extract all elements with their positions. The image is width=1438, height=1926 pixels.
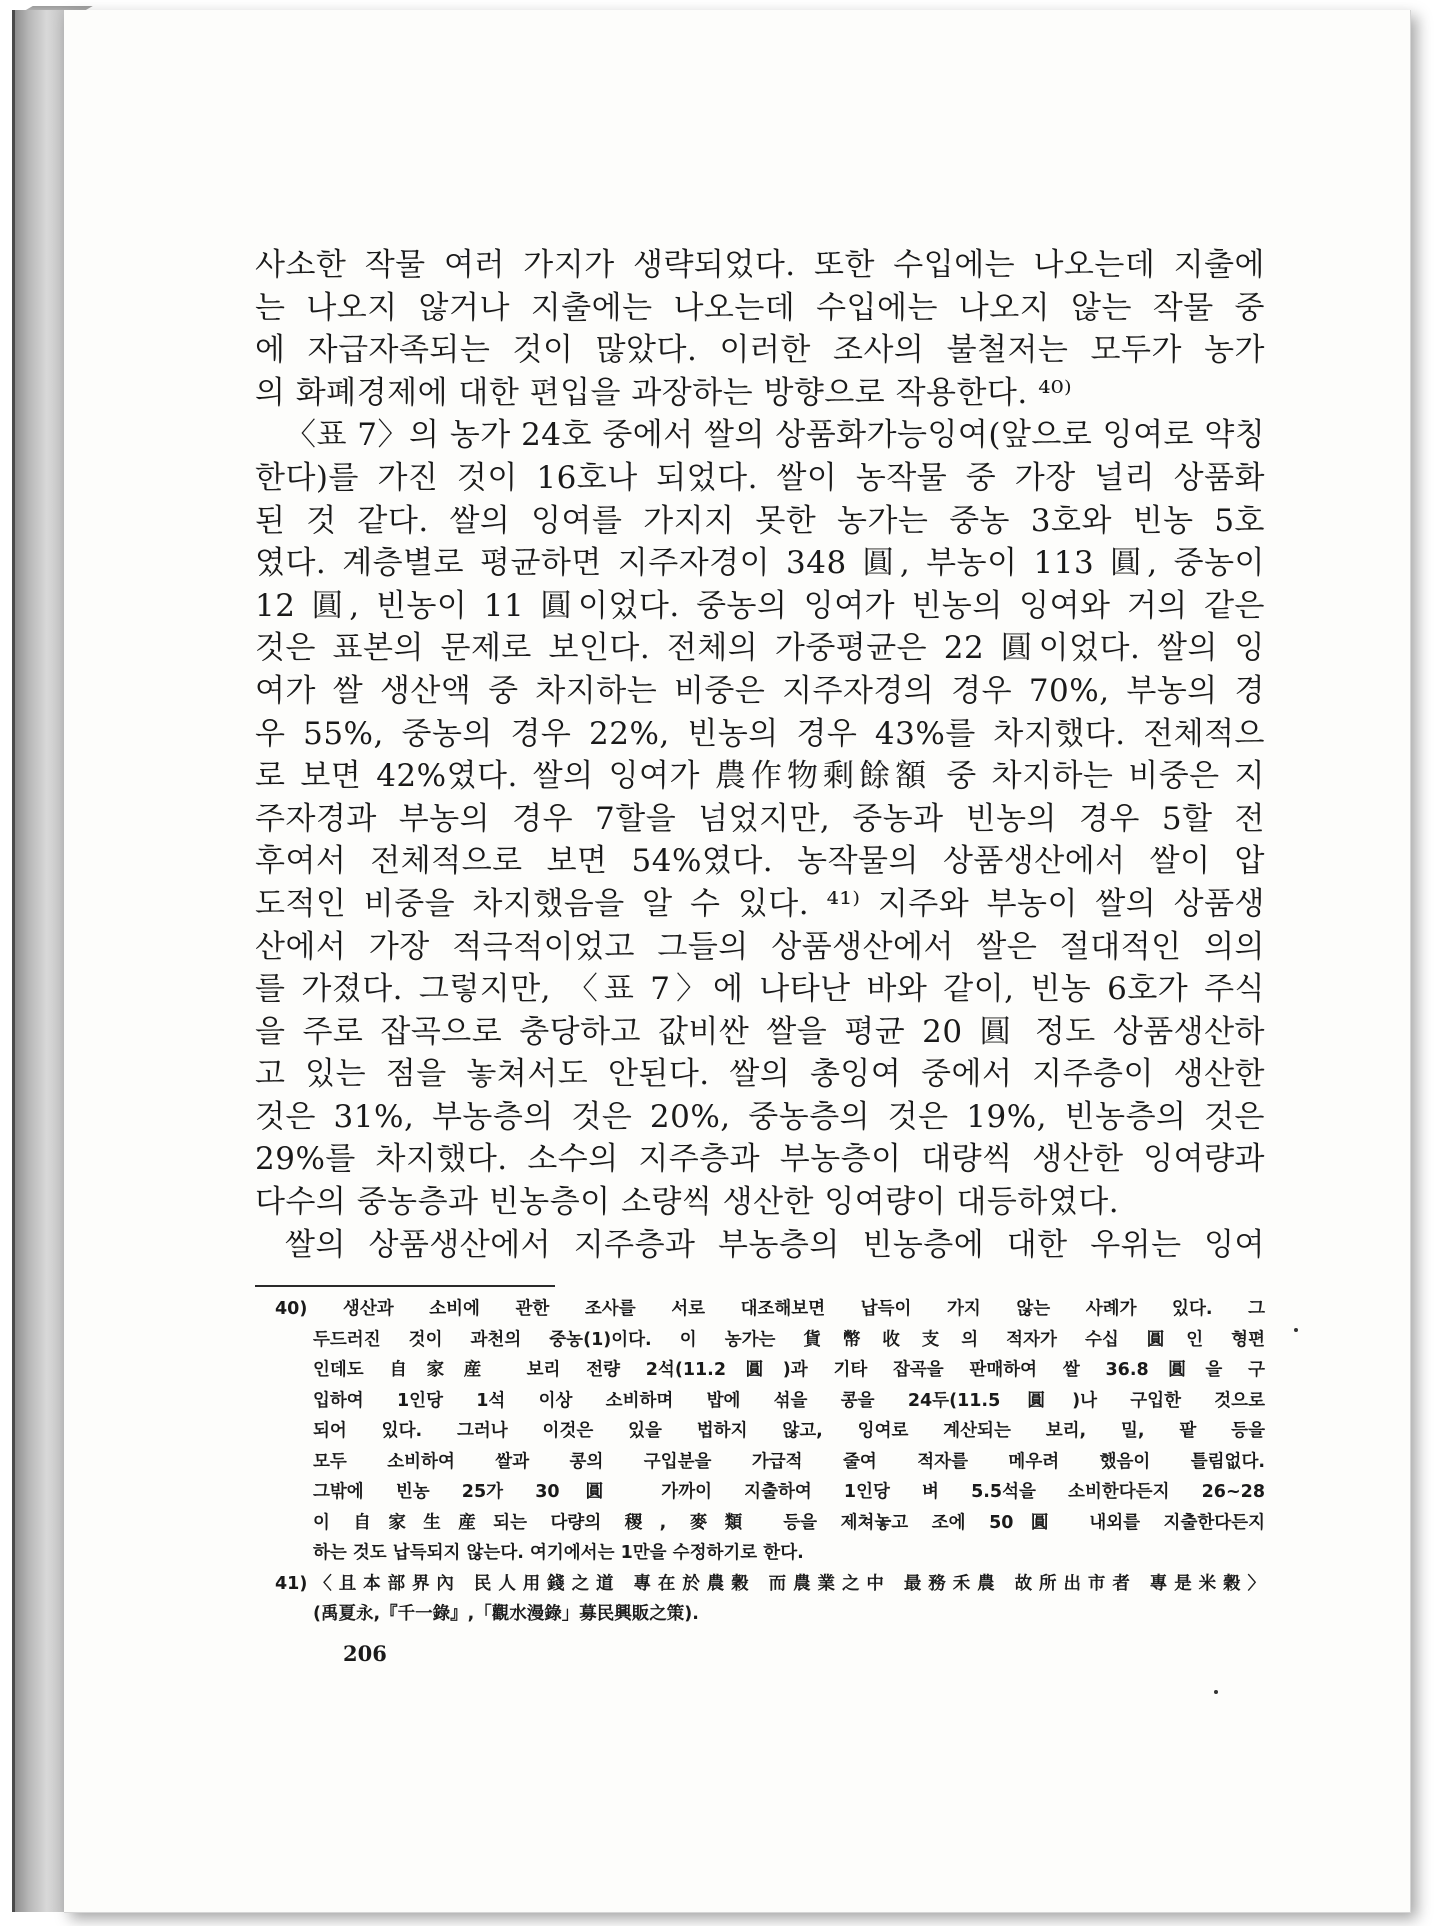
body-line: 에 자급자족되는 것이 많았다. 이러한 조사의 불철저는 모두가 농가 [255, 332, 1265, 369]
footnote-line: (禹夏永,『千一錄』,「觀水漫錄」募民興販之策). [313, 1604, 699, 1624]
body-line: 12 圓, 빈농이 11 圓이었다. 중농의 잉여가 빈농의 잉여와 거의 같은 [255, 587, 1265, 624]
body-line: 사소한 작물 여러 가지가 생략되었다. 또한 수입에는 나오는데 지출에 [255, 247, 1265, 283]
body-line: 였다. 계층별로 평균하면 지주자경이 348 圓, 부농이 113 圓, 중농이 [255, 545, 1265, 582]
body-line: 고 있는 점을 놓쳐서도 안된다. 쌀의 총잉여 중에서 지주층이 생산한 [255, 1056, 1265, 1093]
footnote-line: 41)〈且本部界內 民人用錢之道 專在於農穀 而農業之中 最務禾農 故所出市者 專是米穀〉 [275, 1573, 1265, 1594]
footnote-line: 모두 소비하여 쌀과 콩의 구입분을 가급적 줄여 적자를 메우려 했음이 틀림없다. [313, 1451, 1265, 1472]
page-number: 206 [343, 1641, 387, 1666]
body-line: 는 나오지 않거나 지출에는 나오는데 수입에는 나오지 않는 작물 중 [255, 289, 1265, 326]
body-line: 한다)를 가진 것이 16호나 되었다. 쌀이 농작물 중 가장 널리 상품화 [255, 459, 1265, 496]
footnote-line: 두드러진 것이 과천의 중농(1)이다. 이 농가는 貨幣收支의 적자가 수십 圓인 형편 [313, 1329, 1265, 1350]
body-line: 도적인 비중을 차지했음을 알 수 있다. ⁴¹⁾ 지주와 부농이 쌀의 상품생 [255, 885, 1265, 922]
body-line: 산에서 가장 적극적이었고 그들의 상품생산에서 쌀은 절대적인 의의 [255, 928, 1265, 965]
body-line: 의 화폐경제에 대한 편입을 과장하는 방향으로 작용한다. ⁴⁰⁾ [255, 374, 1073, 411]
body-line: 다수의 중농층과 빈농층이 소량씩 생산한 잉여량이 대등하였다. [255, 1184, 1120, 1221]
footnote-line: 하는 것도 납득되지 않는다. 여기에서는 1만을 수정하기로 한다. [313, 1543, 804, 1563]
footnote-line: 입하여 1인당 1석 이상 소비하며 밥에 섞을 콩을 24두(11.5圓)나 구입한 것으로 [313, 1390, 1265, 1411]
footnote-divider [255, 1285, 555, 1287]
body-line: 를 가졌다. 그렇지만, 〈표 7〉에 나타난 바와 같이, 빈농 6호가 주식 [255, 971, 1265, 1008]
body-line: 29%를 차지했다. 소수의 지주층과 부농층이 대량씩 생산한 잉여량과 [255, 1141, 1265, 1178]
body-line: 후여서 전체적으로 보면 54%였다. 농작물의 상품생산에서 쌀이 압 [255, 843, 1265, 880]
footnote-line: 되어 있다. 그러나 이것은 있을 법하지 않고, 잉여로 계산되는 보리, 밀, 팥 등을 [313, 1421, 1265, 1441]
body-line: 여가 쌀 생산액 중 차지하는 비중은 지주자경의 경우 70%, 부농의 경 [255, 672, 1265, 709]
footnote-line: 40) 생산과 소비에 관한 조사를 서로 대조해보면 납득이 가지 않는 사례가 있다. 그 [275, 1299, 1265, 1319]
body-line: 된 것 같다. 쌀의 잉여를 가지지 못한 농가는 중농 3호와 빈농 5호 [255, 502, 1265, 539]
body-line: 것은 31%, 부농층의 것은 20%, 중농층의 것은 19%, 빈농층의 것은 [255, 1098, 1265, 1135]
footnotes [275, 1294, 1265, 1630]
scan-speck [1214, 1690, 1218, 1694]
book-spine [12, 10, 64, 1912]
body-line: 우 55%, 중농의 경우 22%, 빈농의 경우 43%를 차지했다. 전체적으 [255, 715, 1265, 752]
body-line: 쌀의 상품생산에서 지주층과 부농층의 빈농층에 대한 우위는 잉여 [285, 1226, 1265, 1263]
body-line: 을 주로 잡곡으로 충당하고 값비싼 쌀을 평균 20 圓 정도 상품생산하 [255, 1013, 1265, 1050]
body-line: 주자경과 부농의 경우 7할을 넘었지만, 중농과 빈농의 경우 5할 전 [255, 800, 1265, 837]
scan-speck [1294, 1328, 1298, 1332]
footnote-line: 그밖에 빈농 25가 30圓 가까이 지출하여 1인당 벼 5.5석을 소비한다든지 26~28 [313, 1482, 1265, 1502]
body-line: 것은 표본의 문제로 보인다. 전체의 가중평균은 22 圓이었다. 쌀의 잉 [255, 630, 1265, 667]
footnote-line: 이 自家生産되는 다량의 稷, 麥類 등을 제쳐놓고 조에 50圓 내외를 지출한다든지 [313, 1512, 1265, 1533]
body-text [255, 244, 1265, 1266]
body-line: 로 보면 42%였다. 쌀의 잉여가 農作物剩餘額 중 차지하는 비중은 지 [255, 758, 1265, 795]
body-line: 〈표 7〉의 농가 24호 중에서 쌀의 상품화가능잉여(앞으로 잉여로 약칭 [285, 417, 1266, 454]
footnote-line: 인데도 自家産 보리 전량 2석(11.2圓)과 기타 잡곡을 판매하여 쌀 36.8圓을 구 [313, 1360, 1265, 1380]
